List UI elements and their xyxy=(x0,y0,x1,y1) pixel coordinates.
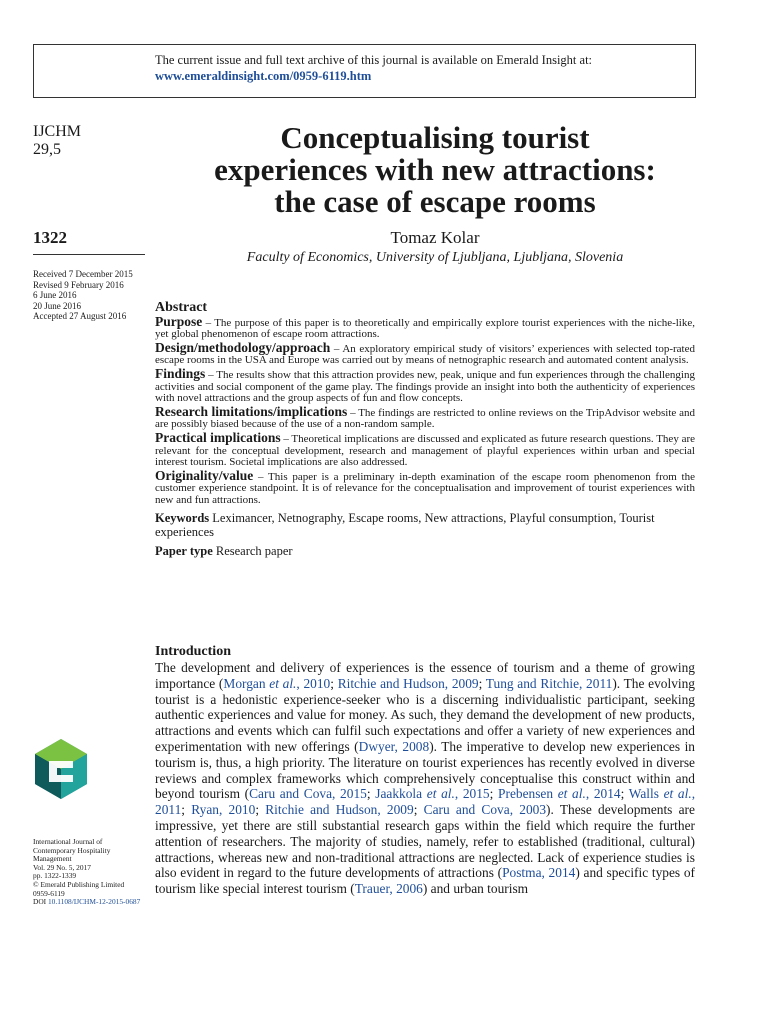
date-line: 6 June 2016 xyxy=(33,290,77,301)
publisher-logo xyxy=(33,737,89,833)
journal-marker xyxy=(33,123,81,159)
banner-text xyxy=(155,52,592,84)
section-text: – The purpose of this paper is to theoretically and empirically explore tourist experiences with the niche-like, yet global phenomenon of escape room attractions. xyxy=(155,316,695,341)
date-line: Revised 9 February 2016 xyxy=(33,279,124,290)
citation-link[interactable]: Jaakkola et al., 2015 xyxy=(375,786,490,802)
author-affiliation: Faculty of Economics, University of Ljubljana, Ljubljana, Slovenia xyxy=(246,250,624,265)
text-run: ) and specific types of tourism like special interest tourism ( xyxy=(155,865,695,897)
page-number: 1322 xyxy=(33,228,67,247)
emerald-logo-icon xyxy=(33,737,89,833)
citation-link[interactable]: Ritchie and Hudson, 2009 xyxy=(337,675,479,691)
citation-link[interactable]: Tung and Ritchie, 2011 xyxy=(485,675,613,691)
keywords xyxy=(155,511,695,539)
citation-link[interactable]: Morgan et al., 2010 xyxy=(223,675,331,691)
text-run: The evolving tourist is a hedonistic experience-seeker who is a discerning individualistic participant, seeking authentic experiences and value for money. As such, they demand the development of new products, attractions and events which can fulfil such expectations and offer a variety of new experiences and experimentation with new offerings ( xyxy=(155,675,696,754)
text-run: ; xyxy=(181,802,192,818)
intro-paragraph xyxy=(155,660,695,897)
title-line: experiences with new attractions: xyxy=(214,152,656,187)
keywords-text: Leximancer, Netnography, Escape rooms, New attractions, Playful consumption, Tourist experiences xyxy=(155,510,655,539)
journal-abbrev: IJCHM xyxy=(33,123,82,140)
abstract-section xyxy=(155,313,695,341)
abstract-section xyxy=(155,467,695,507)
text-run: ). xyxy=(429,738,437,754)
title-line: Conceptualising tourist xyxy=(280,120,590,155)
doi-label: DOI xyxy=(33,897,48,907)
date-line: 20 June 2016 xyxy=(33,300,81,311)
paper-type-label: Paper type xyxy=(155,543,213,558)
date-line: Accepted 27 August 2016 xyxy=(33,311,127,322)
section-label: Practical implications xyxy=(155,429,281,445)
abstract-section xyxy=(155,339,695,367)
citation-link[interactable]: Trauer, 2006 xyxy=(354,881,423,897)
paper-type xyxy=(155,543,695,558)
text-run: The imperative to develop new experiences in tourism is, thus, a high priority. The literature on tourist experiences has recently evolved in diverse reviews and complex frameworks which comprehensively conceptualise this construct within and beyond tourism ( xyxy=(155,738,695,802)
text-run: ). xyxy=(612,675,621,691)
text-run: ; xyxy=(489,786,499,802)
citation-link[interactable]: Ritchie and Hudson, 2009 xyxy=(265,802,414,818)
abstract-section xyxy=(155,429,695,469)
citation-link[interactable]: Caru and Cova, 2003 xyxy=(423,802,547,818)
meta-line: International Journal of xyxy=(33,837,103,846)
banner-url-link[interactable]: www.emeraldinsight.com/0959-6119.htm xyxy=(155,69,372,83)
section-label: Design/methodology/approach xyxy=(155,339,331,355)
text-run: ; xyxy=(330,675,338,691)
section-text: – Theoretical implications are discussed and explicated as future research questions. They are relevant for the conceptual development, research and management of playful experiences within urban and special interest tourism. Societal implications are also addressed. xyxy=(155,432,695,469)
divider xyxy=(33,254,145,255)
citation-link[interactable]: Dwyer, 2008 xyxy=(358,738,430,754)
abstract-section xyxy=(155,403,695,431)
section-label: Originality/value xyxy=(155,467,254,483)
section-label: Research limitations/implications xyxy=(155,403,348,419)
doi-line xyxy=(33,898,143,907)
archive-banner xyxy=(33,44,696,98)
meta-line: Vol. 29 No. 5, 2017 xyxy=(33,862,91,872)
paper-type-text: Research paper xyxy=(212,543,293,558)
citation-link[interactable]: Caru and Cova, 2015 xyxy=(249,786,367,802)
text-run: ; xyxy=(478,675,486,691)
text-run: ) and urban tourism xyxy=(422,881,529,897)
intro-heading: Introduction xyxy=(155,644,231,659)
text-run: ; xyxy=(255,802,266,818)
section-label: Purpose xyxy=(155,313,203,329)
citation-link[interactable]: Ryan, 2010 xyxy=(191,802,256,818)
meta-line: © Emerald Publishing Limited xyxy=(33,879,125,889)
abstract-heading: Abstract xyxy=(155,300,208,315)
section-text: – The findings are restricted to online reviews on the TripAdvisor website and are possibly biased because of the use of a non-random sample. xyxy=(155,406,695,431)
text-run: ; xyxy=(413,802,424,818)
text-run: The development and delivery of experiences is the essence of tourism and a theme of growing importance ( xyxy=(155,660,695,691)
citation-link[interactable]: Prebensen et al., 2014 xyxy=(498,786,621,802)
introduction xyxy=(155,644,695,897)
doi-link[interactable]: 10.1108/IJCHM-12-2015-0687 xyxy=(47,897,141,907)
section-text: – An exploratory empirical study of visitors’ experiences with selected top-rated escape rooms in the USA and Europe was carried out by means of netnographic research and automated content analysis. xyxy=(155,342,695,367)
citation-link[interactable]: Walls et al., 2011 xyxy=(155,786,696,818)
section-text: – The results show that this attraction provides new, peak, unique and fun experiences through the challenging activities and social component of the game play. The findings provide an insight into both the authenticity of experiences with novel attractions and the group aspects of fun and flow concepts. xyxy=(155,368,695,405)
keywords-label: Keywords xyxy=(155,510,210,525)
citation-meta xyxy=(33,838,143,907)
text-run: ; xyxy=(620,786,629,802)
meta-line: Contemporary Hospitality xyxy=(33,845,111,855)
date-line: Received 7 December 2015 xyxy=(33,269,133,279)
section-label: Findings xyxy=(155,365,206,381)
text-run: ). These developments are impressive, yet there are still substantial research gaps within the field which require the further attention of researchers. The majority of studies, namely, refer to established (traditional, cultural) attractions, whereas new and non-traditional attractions are neglected. Lack of experience studies is also evident in regard to the future developments of attractions ( xyxy=(155,802,695,881)
paper-title xyxy=(150,122,720,218)
journal-volume-issue: 29,5 xyxy=(33,141,61,158)
meta-line: 0959-6119 xyxy=(33,888,65,898)
title-line: the case of escape rooms xyxy=(274,184,596,219)
abstract xyxy=(155,302,695,557)
abstract-section xyxy=(155,365,695,405)
banner-line: The current issue and full text archive of this journal is available on Emerald Insight at: xyxy=(155,53,593,67)
author-name: Tomaz Kolar xyxy=(390,228,480,247)
meta-line: pp. 1322-1339 xyxy=(33,871,77,881)
history-dates xyxy=(33,269,133,322)
text-run: ; xyxy=(366,786,376,802)
meta-line: Management xyxy=(33,854,72,864)
section-text: – This paper is a preliminary in-depth examination of the escape room phenomenon from the customer experience standpoint. It is of relevance for the conceptualisation and improvement of tourist experiences with new and fun attractions. xyxy=(155,470,695,506)
citation-link[interactable]: Postma, 2014 xyxy=(502,865,576,881)
